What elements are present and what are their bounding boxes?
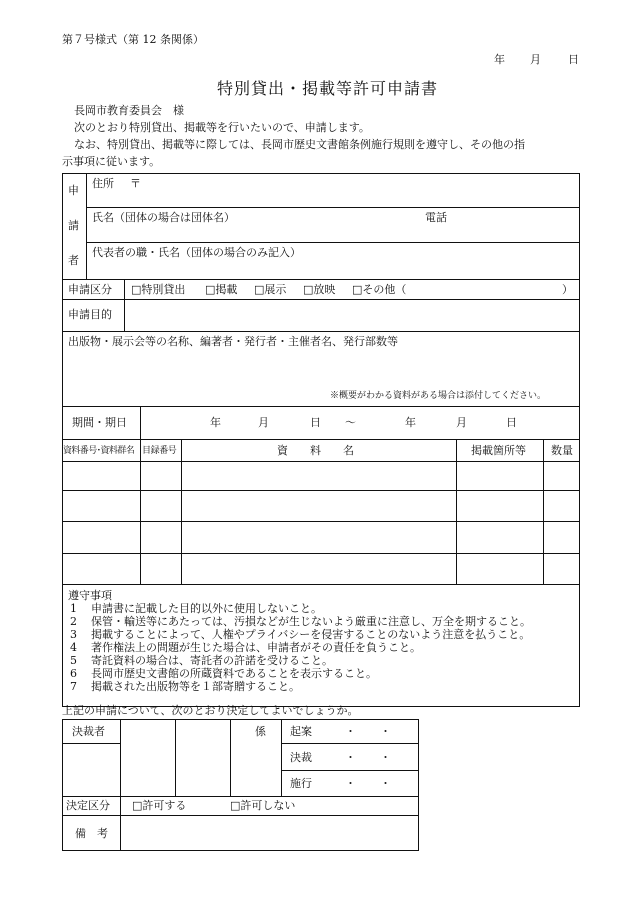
application-type-label: 申請区分 (68, 283, 112, 296)
rule-number: 5 (70, 654, 77, 667)
publication-label: 出版物・展示会等の名称、編著者・発行者・主催者名、発行部数等 (68, 335, 398, 348)
period-start-month: 月 (258, 416, 269, 429)
enforce-dot-2: ・ (380, 777, 391, 790)
remarks-label: 備 考 (75, 827, 108, 840)
period-end-month: 月 (456, 416, 467, 429)
option-broadcast[interactable]: □放映 (303, 283, 336, 296)
option-other-close: ） (562, 283, 573, 296)
applicant-side-label-1: 申 (68, 184, 79, 197)
decision-type-label: 決定区分 (66, 799, 110, 812)
intro-line-3: 示事項に従います。 (62, 155, 161, 168)
applicant-side-label-3: 者 (68, 254, 79, 267)
header-quantity: 数量 (551, 444, 573, 457)
address-label: 住所 (92, 177, 114, 190)
approval-label: 決裁 (290, 751, 312, 764)
option-exhibition[interactable]: □展示 (254, 283, 287, 296)
staff-label: 係 (255, 725, 266, 738)
rule-number: 2 (70, 615, 77, 628)
draft-dot-2: ・ (380, 725, 391, 738)
rule-text: 保管・輸送等にあたっては、汚損などが生じないよう厳重に注意し、万全を期すること。 (91, 615, 531, 628)
deny-option[interactable]: □許可しない (230, 799, 296, 812)
table-row[interactable] (63, 522, 579, 553)
decision-intro: 上記の申請について、次のとおり決定してよいでしょうか。 (62, 704, 359, 717)
header-catalog-number: 目録番号 (142, 446, 177, 456)
approver-label: 決裁者 (72, 725, 105, 738)
applicant-side-label-2: 請 (68, 219, 79, 232)
option-other[interactable]: □その他（ (352, 283, 407, 296)
approval-dot-2: ・ (380, 751, 391, 764)
phone-field[interactable] (455, 211, 575, 239)
enforce-label: 施行 (290, 777, 312, 790)
rule-text: 申請書に記載した目的以外に使用しないこと。 (91, 602, 322, 615)
form-number: 第７号様式（第 12 条関係） (62, 33, 204, 46)
address-field[interactable] (150, 177, 570, 203)
table-row[interactable] (63, 491, 579, 521)
rule-text: 掲載された出版物等を１部寄贈すること。 (91, 680, 300, 693)
date-month-label: 月 (530, 53, 541, 66)
purpose-label: 申請目的 (68, 308, 112, 321)
rules-heading: 遵守事項 (68, 589, 112, 602)
draft-label: 起案 (290, 725, 312, 738)
period-start-day: 日 (310, 416, 321, 429)
option-special-loan[interactable]: □特別貸出 (131, 283, 186, 296)
rule-number: 6 (70, 667, 77, 680)
rule-number: 1 (70, 602, 77, 615)
header-document-name: 資 料 名 (277, 444, 354, 457)
publication-field[interactable] (68, 352, 574, 386)
table-row[interactable] (63, 462, 579, 490)
remarks-field[interactable] (124, 818, 416, 848)
header-placement: 掲載箇所等 (471, 444, 526, 457)
option-publication[interactable]: □掲載 (205, 283, 238, 296)
intro-line-1: 次のとおり特別貸出、掲載等を行いたいので、申請します。 (74, 121, 370, 134)
approval-dot-1: ・ (345, 751, 356, 764)
phone-label: 電話 (425, 211, 447, 224)
period-end-day: 日 (506, 416, 517, 429)
representative-field[interactable] (92, 261, 572, 277)
permit-option[interactable]: □許可する (132, 799, 187, 812)
name-label: 氏名（団体の場合は団体名） (92, 211, 235, 224)
period-label: 期間・期日 (72, 416, 127, 429)
date-day-label: 日 (568, 53, 579, 66)
page-title: 特別貸出・掲載等許可申請書 (217, 79, 439, 98)
date-year-label: 年 (494, 53, 505, 66)
rule-number: 4 (70, 641, 77, 654)
rule-number: 7 (70, 680, 77, 693)
period-tilde: ～ (345, 416, 356, 429)
representative-label: 代表者の職・氏名（団体の場合のみ記入） (92, 246, 301, 259)
draft-dot-1: ・ (345, 725, 356, 738)
header-document-number: 資料番号･資料群名 (63, 446, 135, 456)
rule-text: 著作権法上の問題が生じた場合は、申請者がその責任を負うこと。 (91, 641, 421, 654)
name-field[interactable] (92, 226, 412, 240)
enforce-dot-1: ・ (345, 777, 356, 790)
purpose-field[interactable] (128, 302, 576, 328)
rule-text: 長岡市歴史文書館の所蔵資料であることを表示すること。 (91, 667, 377, 680)
period-end-year: 年 (405, 416, 416, 429)
table-row[interactable] (63, 554, 579, 584)
intro-line-2: なお、特別貸出、掲載等に際しては、長岡市歴史文書館条例施行規則を遵守し、その他の指 (74, 138, 525, 151)
rule-text: 寄託資料の場合は、寄託者の許諾を受けること。 (91, 654, 333, 667)
postal-mark: 〒 (130, 177, 141, 190)
period-start-year: 年 (210, 416, 221, 429)
rule-number: 3 (70, 628, 77, 641)
rule-text: 掲載することによって、人権やプライバシーを侵害することのないよう注意を払うこと。 (91, 628, 531, 641)
publication-note: ※概要がわかる資料がある場合は添付してください。 (330, 391, 547, 401)
addressee: 長岡市教育委員会 様 (74, 104, 184, 117)
